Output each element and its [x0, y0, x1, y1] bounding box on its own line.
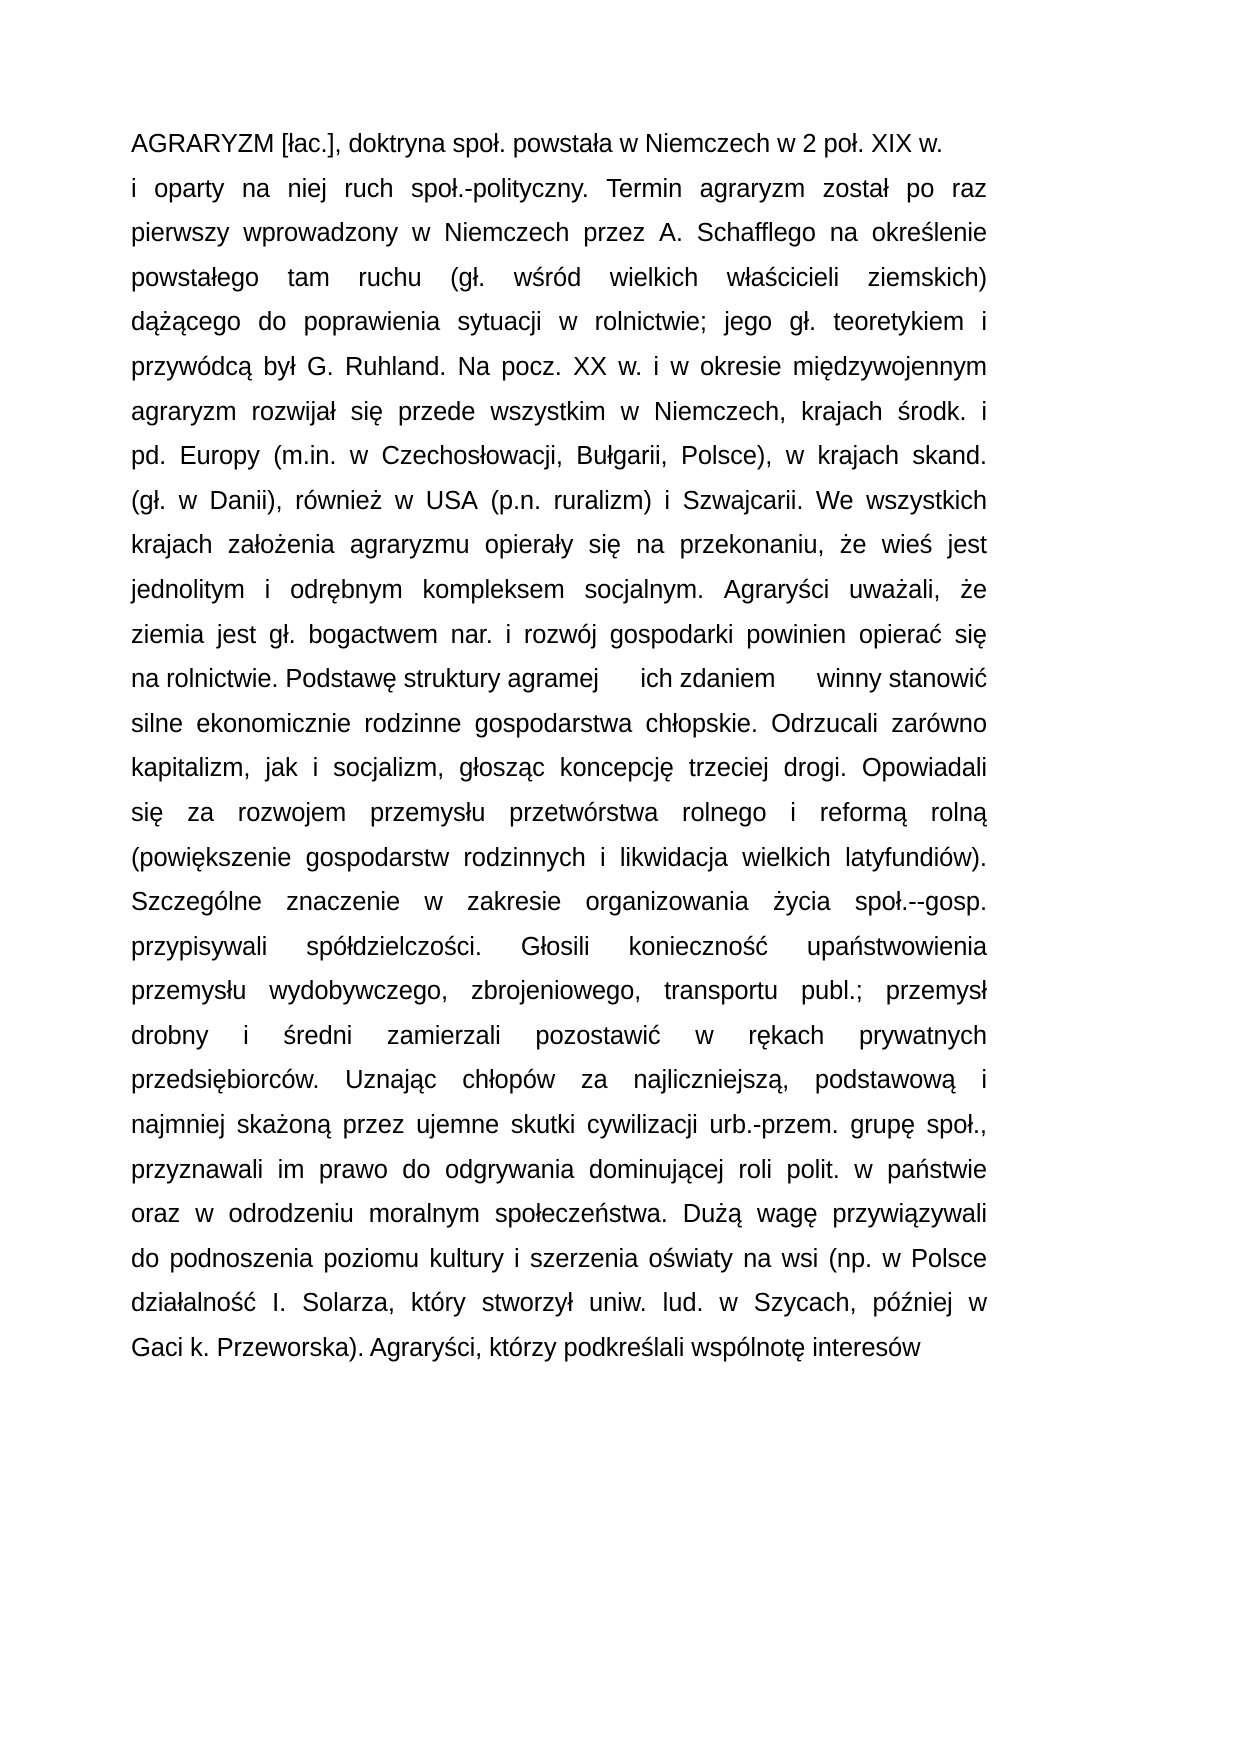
text-word: określenie — [871, 219, 987, 248]
text-word: chłopów — [462, 1066, 556, 1095]
text-word: że — [839, 531, 867, 560]
text-word: i — [981, 308, 987, 337]
text-word: stworzył — [481, 1289, 573, 1318]
text-word: rodzinne — [364, 709, 462, 738]
text-word: pocz. — [501, 352, 562, 381]
text-word: drobny — [131, 1021, 209, 1050]
text-line — [131, 702, 987, 747]
text-word: przemysł — [885, 977, 987, 1006]
text-word: w — [854, 1155, 873, 1184]
text-word: do — [258, 308, 287, 337]
text-word: ekonomicznie — [196, 709, 351, 738]
text-word: (gł. — [131, 486, 167, 515]
text-word: podstawową — [814, 1066, 956, 1095]
text-word: w — [882, 1244, 901, 1273]
text-word: za — [187, 798, 214, 827]
text-word: właścicieli — [726, 263, 840, 292]
text-word: gł. — [268, 620, 296, 649]
text-word: uniw. — [589, 1289, 647, 1318]
text-word: i — [599, 843, 606, 872]
text-word: przemysłu — [369, 798, 486, 827]
text-word: rozwijał — [251, 397, 336, 426]
text-word: moralnym — [368, 1200, 480, 1229]
text-word: międzywojennym — [792, 352, 987, 381]
text-word: wielkich — [742, 843, 831, 872]
text-word: również — [295, 486, 383, 515]
text-word: na — [636, 531, 665, 560]
text-word: pierwszy — [131, 219, 230, 248]
text-word: ziemskich) — [867, 263, 987, 292]
text-word: Schafflego — [696, 219, 816, 248]
text-word: kapitalizm, — [131, 754, 251, 783]
text-word: później — [872, 1289, 953, 1318]
text-line — [131, 880, 987, 925]
text-word: dominującej — [588, 1155, 724, 1184]
text-word: gospodarki — [609, 620, 734, 649]
text-word: i — [653, 352, 659, 381]
text-word: się — [588, 531, 621, 560]
text-word: upaństwowienia — [806, 932, 987, 961]
text-word: Solarza, — [302, 1289, 395, 1318]
text-line — [131, 836, 987, 881]
text-word: przez — [583, 219, 646, 248]
text-word: A. — [659, 219, 683, 248]
text-word: i — [790, 798, 796, 827]
text-word: się — [954, 620, 987, 649]
text-word: ziemia — [131, 620, 205, 649]
text-word: głosząc — [459, 754, 545, 783]
text-word: zbrojeniowego, — [471, 977, 642, 1006]
text-word: opierać — [858, 620, 942, 649]
text-word: Polsce — [910, 1244, 987, 1273]
text-word: w — [394, 486, 414, 515]
text-word: krajach — [817, 442, 899, 471]
text-word: zamierzali — [386, 1021, 501, 1050]
text-word: w — [558, 308, 578, 337]
text-line — [131, 345, 987, 390]
text-word: skażoną — [236, 1111, 332, 1140]
text-word: teoretykiem — [833, 308, 965, 337]
text-line — [131, 568, 987, 613]
text-word: i — [664, 486, 670, 515]
text-word: reformą — [819, 798, 907, 827]
text-word: na — [743, 1244, 772, 1273]
text-word: społeczeństwa. — [494, 1200, 668, 1229]
text-word: krajach — [131, 531, 213, 560]
text-word: oraz — [131, 1200, 181, 1229]
text-word: przemysłu — [131, 977, 247, 1006]
text-word: rodzinnych — [463, 843, 586, 872]
text-word: bogactwem — [308, 620, 438, 649]
text-word: Niemczech, — [653, 397, 787, 426]
text-word: środk. — [897, 397, 967, 426]
text-line — [131, 390, 987, 435]
text-word: do — [402, 1155, 431, 1184]
text-word: rozwój — [523, 620, 597, 649]
text-word: zakresie — [467, 888, 562, 917]
text-word: jednolitym — [131, 575, 245, 604]
text-word: oparty — [154, 174, 225, 203]
text-word: urb.-przem. — [709, 1111, 839, 1140]
text-word: średni — [283, 1021, 353, 1050]
text-word: Termin — [606, 174, 683, 203]
text-word: po — [906, 174, 935, 203]
text-word: dążącego — [131, 308, 241, 337]
text-word: Agraryści — [723, 575, 830, 604]
text-word: Na — [457, 352, 490, 381]
text-word: agraryzm — [131, 397, 237, 426]
text-word: szerzenia — [529, 1244, 639, 1273]
text-word: opierały — [484, 531, 574, 560]
text-word: najliczniejszą, — [633, 1066, 790, 1095]
text-word: gł. — [789, 308, 816, 337]
text-word: w — [349, 442, 369, 471]
text-word: We — [815, 486, 854, 515]
text-word: agraryzmu — [349, 531, 470, 560]
text-word: pd. — [131, 442, 167, 471]
text-word: się — [131, 798, 164, 827]
text-word: roli — [738, 1155, 772, 1184]
text-word: jest — [216, 620, 257, 649]
text-word: wagę — [756, 1200, 818, 1229]
text-word: kompleksem — [422, 575, 565, 604]
text-word: odgrywania — [444, 1155, 575, 1184]
text-word: grupę — [850, 1111, 915, 1140]
text-word: silne — [131, 709, 183, 738]
text-word: rolnego — [682, 798, 767, 827]
text-word: i — [243, 1021, 249, 1050]
text-line — [131, 256, 987, 301]
text-word: chłopskie. — [645, 709, 758, 738]
text-word: ruch — [344, 174, 394, 203]
text-line — [131, 1103, 987, 1148]
text-word: ruchu — [358, 263, 422, 292]
text-word: rolną — [930, 798, 987, 827]
text-word: publ.; — [800, 977, 863, 1006]
text-word: agraryzm — [699, 174, 806, 203]
text-word: Danii), — [209, 486, 283, 515]
text-word: za — [580, 1066, 608, 1095]
text-word: ich zdaniem — [640, 665, 776, 694]
text-word: i — [514, 1244, 520, 1273]
text-word: skutki — [510, 1111, 576, 1140]
text-word: na — [829, 219, 858, 248]
text-word: drogi. — [783, 754, 847, 783]
text-word: w — [195, 1200, 214, 1229]
text-word: przywódcą — [131, 352, 252, 381]
text-word: się — [350, 397, 383, 426]
text-word: Szwajcarii. — [682, 486, 804, 515]
text-word: jak — [265, 754, 298, 783]
text-word: przypisywali — [131, 932, 268, 961]
text-word: na — [241, 174, 270, 203]
text-word: (m.in. — [273, 442, 337, 471]
text-word: wprowadzony — [243, 219, 399, 248]
text-word: i — [131, 174, 137, 203]
text-word: przede — [397, 397, 476, 426]
text-word: trzeciej — [688, 754, 769, 783]
text-word: Odrzucali — [771, 709, 878, 738]
text-word: przywiązywali — [832, 1200, 987, 1229]
text-word: spółdzielczości. — [306, 932, 482, 961]
text-word: winny stanowić — [816, 665, 987, 694]
text-word: został — [822, 174, 889, 203]
text-word: oświaty — [648, 1244, 733, 1273]
article-body — [131, 122, 987, 1371]
text-line — [131, 1014, 987, 1059]
text-word: Ruhland. — [344, 352, 447, 381]
text-word: Dużą — [682, 1200, 742, 1229]
text-word: społ., — [926, 1111, 987, 1140]
text-word: tam — [287, 263, 330, 292]
text-word: skand. — [912, 442, 987, 471]
text-word: wieś — [881, 531, 933, 560]
text-word: im — [277, 1155, 305, 1184]
text-word: przekonaniu, — [679, 531, 825, 560]
text-line — [131, 167, 987, 212]
text-word: sytuacji — [457, 308, 542, 337]
text-word: w — [424, 888, 443, 917]
text-word: na rolnictwie. Podstawę struktury agramej — [131, 665, 599, 694]
text-word: likwidacja — [619, 843, 728, 872]
text-word: Bułgarii, — [576, 442, 668, 471]
text-word: poziomu — [323, 1244, 420, 1273]
text-line — [131, 925, 987, 970]
text-word: USA — [425, 486, 478, 515]
text-word: i — [981, 397, 987, 426]
text-word: (np. — [828, 1244, 873, 1273]
text-word: znaczenie — [286, 888, 401, 917]
text-word: podnoszenia — [169, 1244, 314, 1273]
text-line — [131, 791, 987, 836]
text-word: socjalizm, — [333, 754, 445, 783]
text-word: transportu — [664, 977, 778, 1006]
text-word: kultury — [429, 1244, 504, 1273]
text-word: Szycach, — [753, 1289, 857, 1318]
text-word: wszystkich — [866, 486, 987, 515]
text-word: zarówno — [891, 709, 987, 738]
text-word: w — [695, 1021, 714, 1050]
text-word: w — [178, 486, 197, 515]
text-word: powstałego — [131, 263, 260, 292]
text-word: I. — [272, 1289, 287, 1318]
text-word: wśród — [513, 263, 582, 292]
text-word: G. — [306, 352, 334, 381]
text-word: niej — [287, 174, 327, 203]
text-word: w — [411, 219, 431, 248]
text-line — [131, 1148, 987, 1193]
text-word: założenia — [227, 531, 335, 560]
text-word: Czechosłowacji, — [381, 442, 563, 471]
text-word: XX — [573, 352, 607, 381]
text-word: przedsiębiorców. — [131, 1066, 320, 1095]
text-word: i — [981, 1066, 987, 1095]
text-line — [131, 746, 987, 791]
text-word: wsi — [781, 1244, 819, 1273]
text-word: krajach — [801, 397, 883, 426]
text-word: latyfundiów). — [845, 843, 987, 872]
text-word: rolnictwie; — [594, 308, 707, 337]
text-line: AGRARYZM [łac.], doktryna społ. powstała w Niemczech w 2 poł. XIX w. — [131, 130, 943, 158]
text-word: rozwojem — [237, 798, 347, 827]
text-word: organizowania — [585, 888, 749, 917]
text-line — [131, 1058, 987, 1103]
text-word: przetwórstwa — [509, 798, 659, 827]
text-word: socjalnym. — [584, 575, 704, 604]
text-word: powinien — [746, 620, 847, 649]
text-word: Polsce), — [680, 442, 773, 471]
text-word: wszystkim — [490, 397, 606, 426]
text-word: w — [670, 352, 689, 381]
text-word: i — [264, 575, 271, 604]
text-line — [131, 434, 987, 479]
text-line — [131, 523, 987, 568]
text-word: jego — [724, 308, 773, 337]
text-word: Uznając — [345, 1066, 437, 1095]
text-word: prywatnych — [858, 1021, 987, 1050]
text-word: (powiększenie — [131, 843, 292, 872]
text-word: rękach — [748, 1021, 825, 1050]
text-line — [131, 1192, 987, 1237]
text-word: Niemczech — [444, 219, 570, 248]
text-line — [131, 657, 987, 702]
text-word: koncepcję — [559, 754, 674, 783]
text-word: działalność — [131, 1289, 257, 1318]
text-word: społ.--gosp. — [854, 888, 987, 917]
text-word: raz — [951, 174, 987, 203]
text-word: w — [719, 1289, 738, 1318]
text-word: ujemne — [416, 1111, 500, 1140]
text-word: najmniej — [131, 1111, 226, 1140]
text-word: i — [312, 754, 319, 783]
text-word: przez — [342, 1111, 405, 1140]
text-word: wielkich — [609, 263, 699, 292]
text-word: konieczność — [628, 932, 768, 961]
text-word: społ.-polityczny. — [410, 174, 589, 203]
text-word: do — [131, 1244, 160, 1273]
text-word: wydobywczego, — [269, 977, 449, 1006]
text-word: polit. — [786, 1155, 840, 1184]
text-word: poprawienia — [303, 308, 441, 337]
text-word: gospodarstwa — [474, 709, 633, 738]
text-word: Głosili — [520, 932, 590, 961]
text-word: Opowiadali — [861, 754, 987, 783]
text-word: prawo — [318, 1155, 388, 1184]
text-line — [131, 479, 987, 524]
text-word: w — [620, 397, 639, 426]
text-word: jest — [947, 531, 987, 560]
text-line — [131, 300, 987, 345]
text-word: że — [960, 575, 987, 604]
text-word: w — [968, 1289, 987, 1318]
text-word: uważali, — [849, 575, 941, 604]
text-line — [131, 969, 987, 1014]
text-word: ruralizm) — [553, 486, 652, 515]
text-word: państwie — [887, 1155, 987, 1184]
text-word: odrodzeniu — [228, 1200, 354, 1229]
text-line — [131, 613, 987, 658]
text-line: Gaci k. Przeworska). Agraryści, którzy podkreślali wspólnotę interesów — [131, 1334, 921, 1363]
text-line — [131, 1237, 987, 1282]
text-word: Szczególne — [131, 888, 262, 917]
text-word: nar. — [450, 620, 493, 649]
text-line — [131, 211, 987, 256]
text-word: w. — [618, 352, 643, 381]
text-word: był — [263, 352, 296, 381]
text-word: Europy — [179, 442, 260, 471]
text-word: okresie — [699, 352, 782, 381]
text-word: gospodarstw — [305, 843, 450, 872]
text-word: (p.n. — [490, 486, 541, 515]
text-word: który — [410, 1289, 466, 1318]
text-word: w — [785, 442, 805, 471]
text-word: pozostawić — [535, 1021, 661, 1050]
text-word: odrębnym — [290, 575, 403, 604]
text-word: cywilizacji — [586, 1111, 698, 1140]
text-word: lud. — [662, 1289, 704, 1318]
text-word: przyznawali — [131, 1155, 264, 1184]
text-word: życia — [772, 888, 831, 917]
text-line — [131, 1281, 987, 1326]
text-word: i — [505, 620, 512, 649]
text-word: (gł. — [450, 263, 486, 292]
